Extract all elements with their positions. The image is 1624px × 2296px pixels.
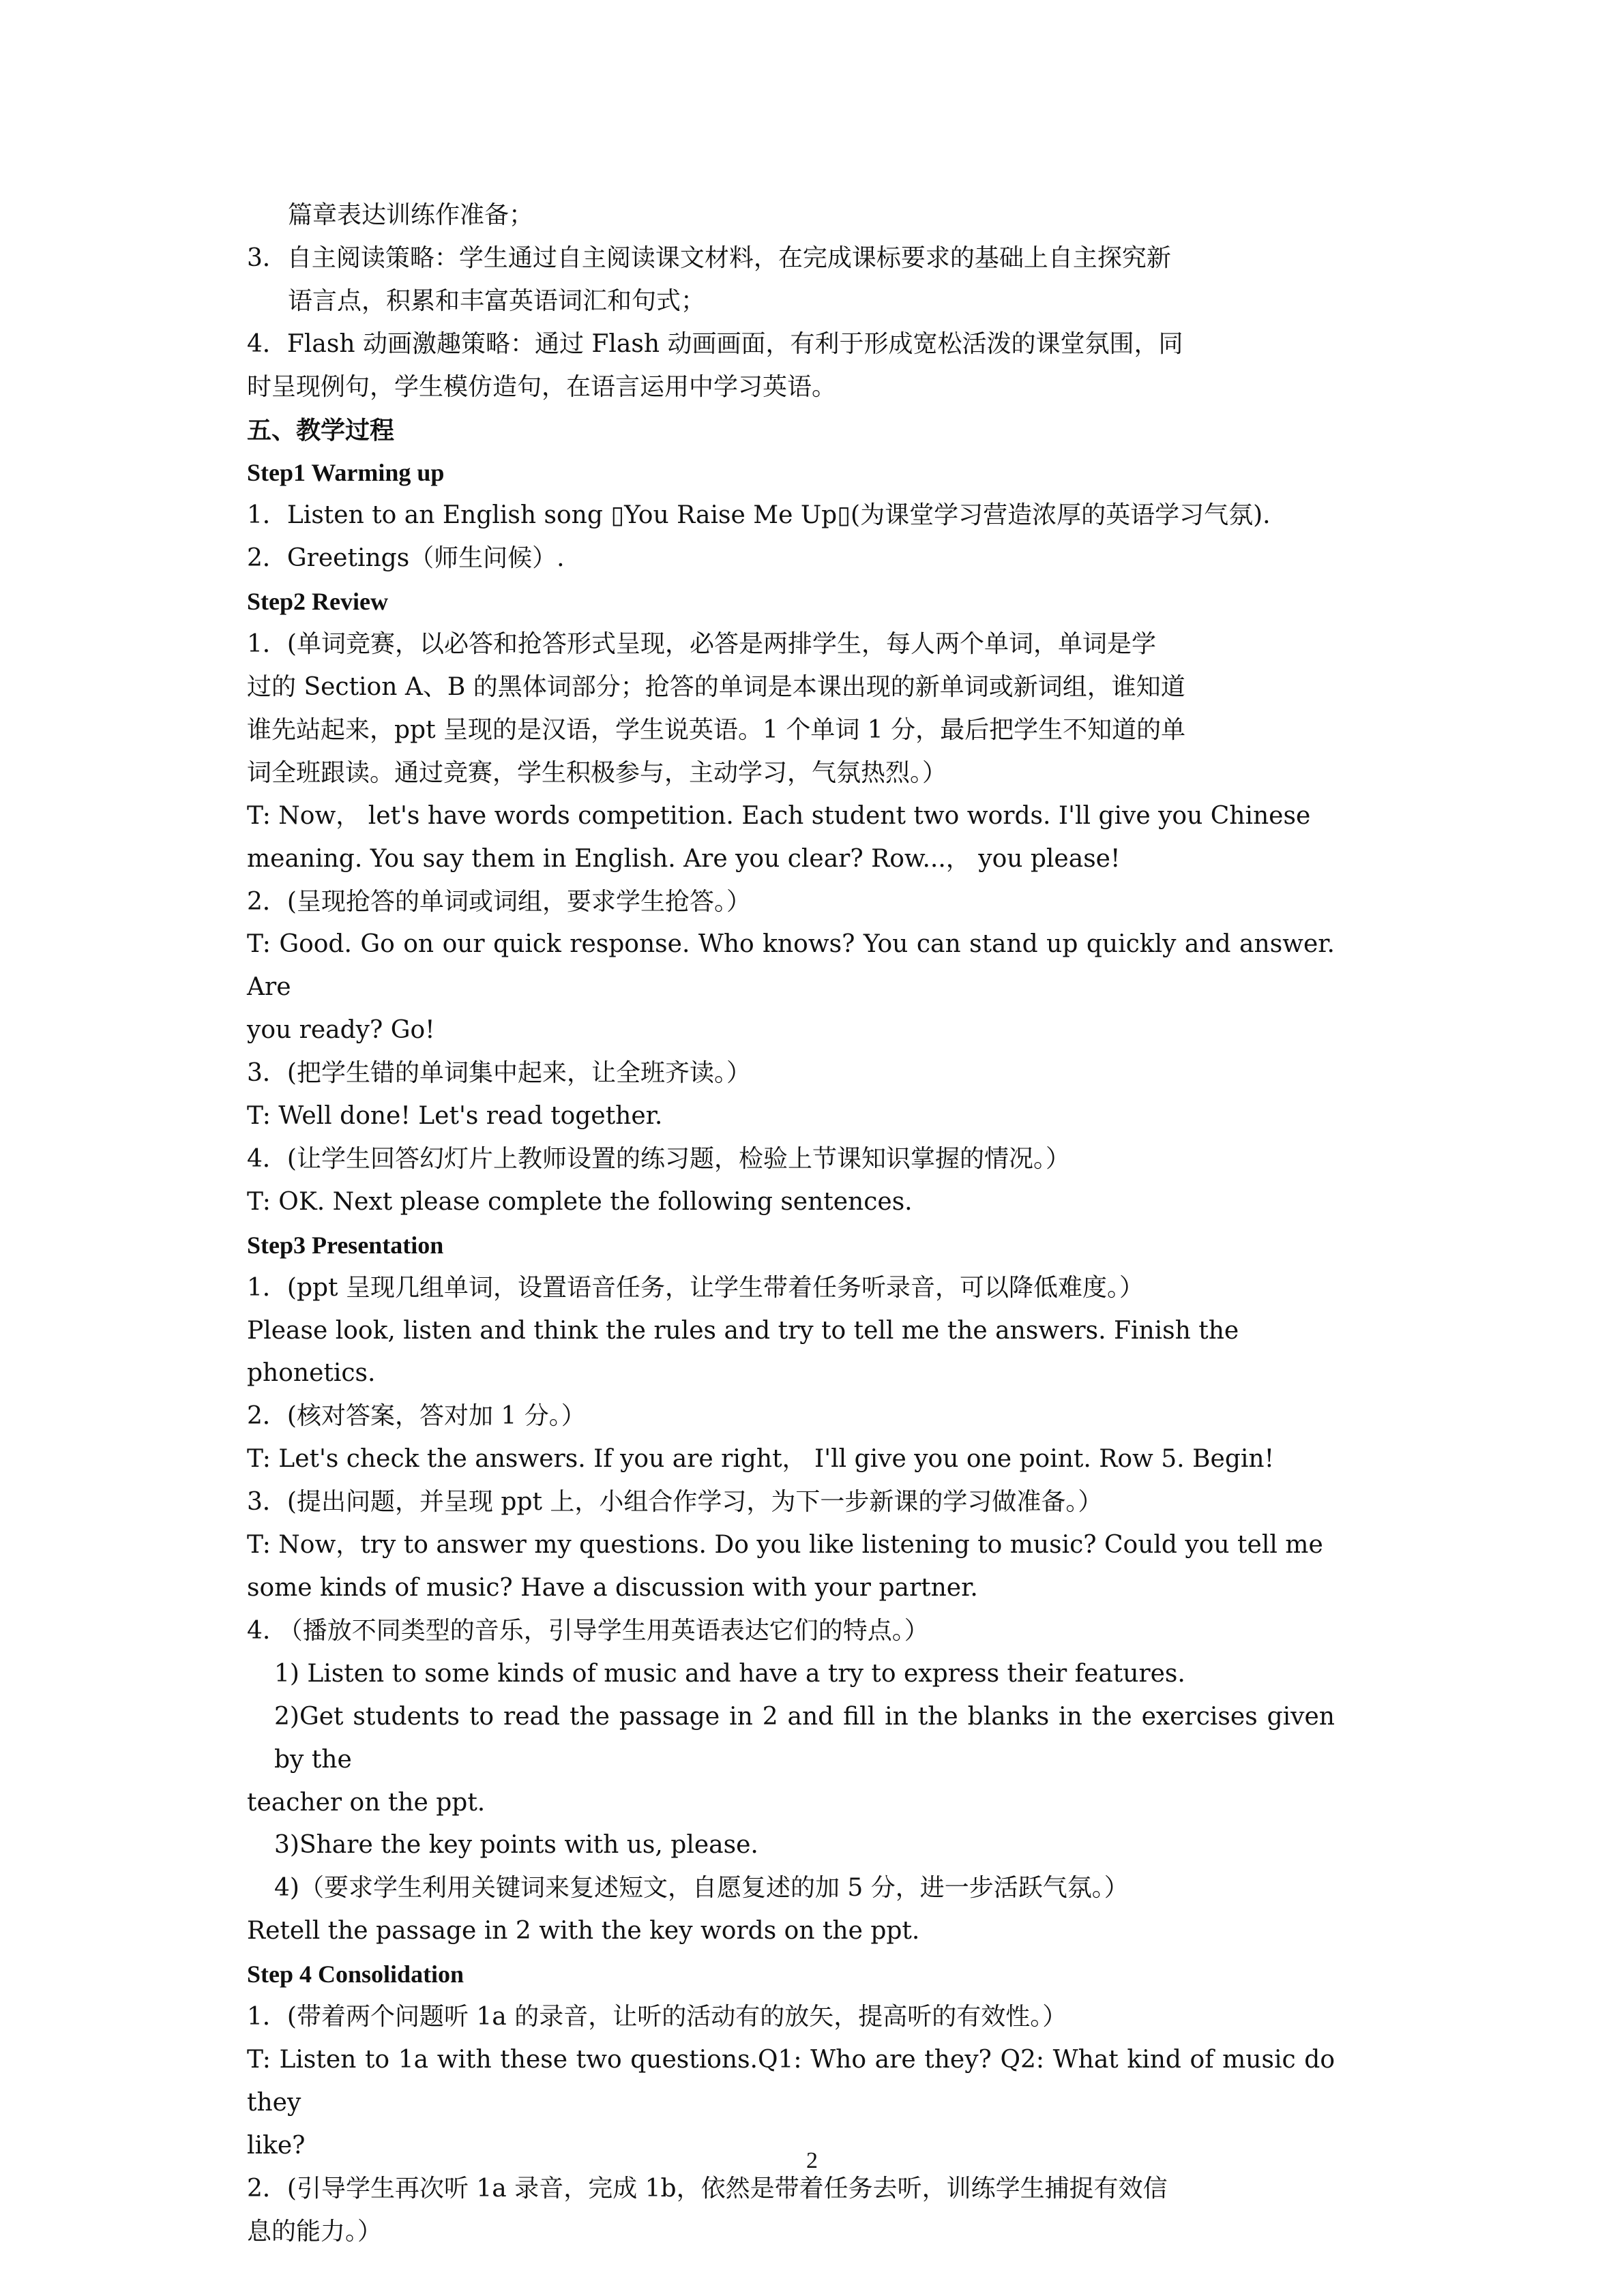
paragraph-line: T: OK. Next please complete the following sentences.: [247, 1187, 913, 1216]
paragraph-line: teacher on the ppt.: [247, 1788, 486, 1817]
paragraph-line: 语言点，积累和丰富英语词汇和句式；: [288, 286, 706, 315]
paragraph-line: 篇章表达训练作准备；: [288, 201, 534, 229]
paragraph-line: 4. （播放不同类型的音乐，引导学生用英语表达它们的特点。）: [247, 1616, 929, 1645]
paragraph-line: 1．Listen to an English song ▯You Raise Me Up▯(为课堂学习营造浓厚的英语学习气氛).: [247, 501, 1271, 530]
paragraph-line: 3)Share the key points with us, please.: [274, 1831, 758, 1860]
paragraph-line: 3．(把学生错的单词集中起来，让全班齐读。）: [247, 1059, 751, 1088]
paragraph-line: T: Well done! Let's read together.: [247, 1102, 663, 1131]
paragraph-line: 1) Listen to some kinds of music and have a try to express their features.: [274, 1659, 1185, 1688]
paragraph-line: 2．(呈现抢答的单词或词组，要求学生抢答。）: [247, 887, 751, 916]
page-number: 2: [806, 2148, 818, 2173]
paragraph-line: 词全班跟读。通过竞赛，学生积极参与，主动学习，气氛热烈。）: [247, 758, 947, 787]
paragraph-line: some kinds of music? Have a discussion with your partner.: [247, 1574, 978, 1602]
paragraph-line: 1．(带着两个问题听 1a 的录音，让听的活动有的放矢，提高听的有效性。）: [247, 2003, 1067, 2031]
section-heading: 五、教学过程: [247, 416, 395, 444]
paragraph-line: 1．(单词竞赛，以必答和抢答形式呈现，必答是两排学生，每人两个单词，单词是学: [247, 630, 1156, 659]
paragraph-line: 谁先站起来，ppt 呈现的是汉语，学生说英语。1 个单词 1 分，最后把学生不知道的单: [247, 715, 1186, 744]
paragraph-line: T: Now， let's have words competition. Each student two words. I'll give you Chinese: [247, 801, 1311, 830]
paragraph-line: 3．(提出问题，并呈现 ppt 上，小组合作学习，为下一步新课的学习做准备。）: [247, 1488, 1103, 1517]
paragraph-line: 2)Get students to read the passage in 2 and fill in the blanks in the exercises given by the: [274, 1702, 1335, 1774]
paragraph-line: 4)（要求学生利用关键词来复述短文，自愿复述的加 5 分，进一步活跃气氛。）: [274, 1874, 1129, 1903]
paragraph-line: T: Good. Go on our quick response. Who knows? You can stand up quickly and answer. Are: [247, 930, 1335, 1002]
paragraph-line: you ready? Go!: [247, 1016, 435, 1045]
paragraph-line: 3．自主阅读策略：学生通过自主阅读课文材料，在完成课标要求的基础上自主探究新: [247, 243, 1171, 272]
step-heading: Step1 Warming up: [247, 459, 445, 487]
step-heading: Step2 Review: [247, 588, 388, 616]
paragraph-line: Retell the passage in 2 with the key words on the ppt.: [247, 1917, 920, 1945]
paragraph-line: T: Listen to 1a with these two questions.Q1: Who are they? Q2: What kind of music do they: [247, 2045, 1335, 2117]
paragraph-line: 4．Flash 动画激趣策略：通过 Flash 动画画面，有利于形成宽松活泼的课堂氛围，同: [247, 329, 1183, 358]
paragraph-line: 时呈现例句，学生模仿造句，在语言运用中学习英语。: [247, 372, 837, 401]
paragraph-line: T: Now，try to answer my questions. Do you like listening to music? Could you tell me: [247, 1531, 1323, 1560]
paragraph-line: 2．Greetings（师生问候）.: [247, 544, 565, 573]
paragraph-line: like?: [247, 2131, 306, 2160]
paragraph-line: Please look, listen and think the rules and try to tell me the answers. Finish the phonetics.: [247, 1316, 1239, 1388]
step-heading: Step 4 Consolidation: [247, 1960, 464, 1988]
paragraph-line: T: Let's check the answers. If you are right， I'll give you one point. Row 5. Begin!: [247, 1445, 1275, 1474]
paragraph-line: meaning. You say them in English. Are you clear? Row...， you please!: [247, 844, 1121, 873]
paragraph-line: 4．(让学生回答幻灯片上教师设置的练习题，检验上节课知识掌握的情况。）: [247, 1144, 1070, 1173]
step-heading: Step3 Presentation: [247, 1231, 444, 1259]
paragraph-line: 息的能力。）: [247, 2217, 383, 2246]
paragraph-line: 2．(核对答案，答对加 1 分。）: [247, 1402, 586, 1431]
paragraph-line: 1．(ppt 呈现几组单词，设置语音任务，让学生带着任务听录音，可以降低难度。）: [247, 1273, 1144, 1302]
page-body: [247, 194, 1335, 2254]
paragraph-line: 过的 Section A、B 的黑体词部分；抢答的单词是本课出现的新单词或新词组，谁知道: [247, 672, 1185, 701]
paragraph-line: 2．(引导学生再次听 1a 录音，完成 1b，依然是带着任务去听，训练学生捕捉有效信: [247, 2174, 1168, 2203]
